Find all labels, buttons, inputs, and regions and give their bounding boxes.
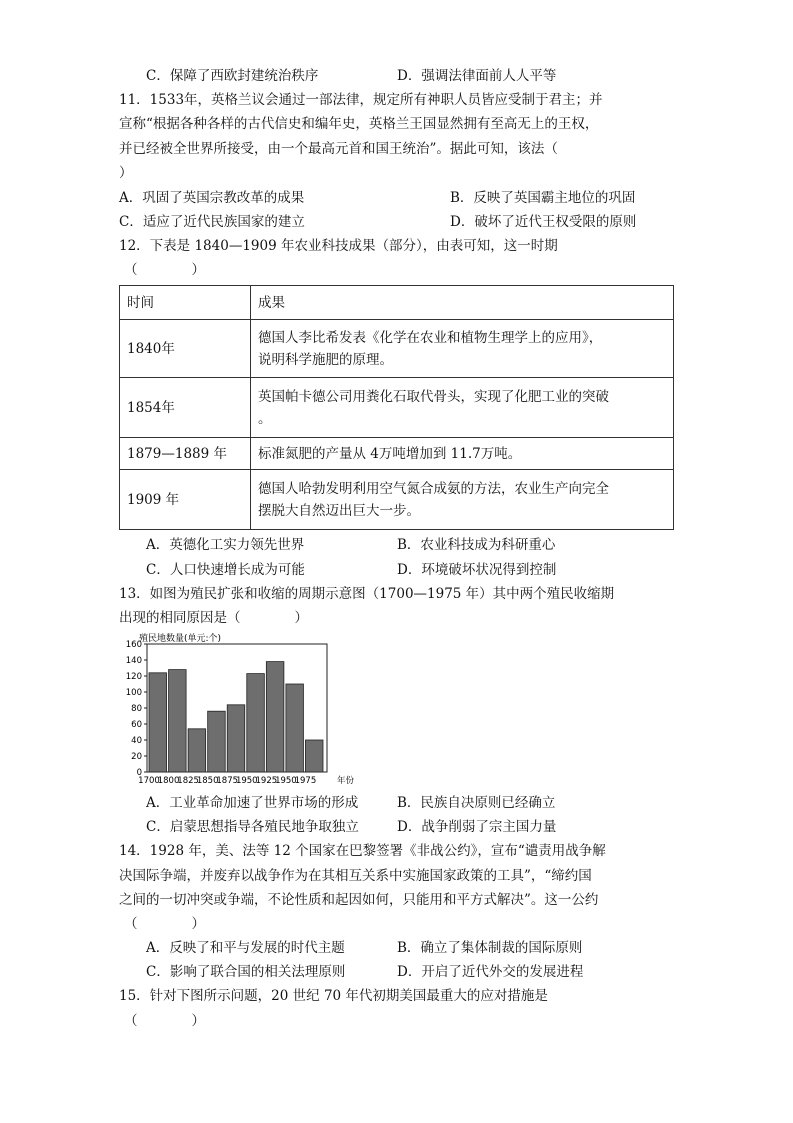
result-line: 。 xyxy=(258,410,272,427)
q11-option-d: D．破坏了近代王权受限的原则 xyxy=(450,214,637,230)
table-cell-result xyxy=(251,378,674,438)
chart-bar xyxy=(266,662,284,772)
x-tick-label: 1825 xyxy=(177,776,199,786)
result-line: 说明科学施肥的原理。 xyxy=(258,351,393,368)
y-tick-label: 100 xyxy=(125,688,142,698)
table-cell-result: 标准氮肥的产量从 4万吨增加到 11.7万吨。 xyxy=(251,438,674,470)
result-line: 英国帕卡德公司用粪化石取代骨头，实现了化肥工业的突破 xyxy=(258,388,609,405)
table-header-time: 时间 xyxy=(120,286,251,320)
q14-option-d: D．开启了近代外交的发展进程 xyxy=(397,964,584,980)
x-tick-label: 1950 xyxy=(235,776,258,786)
table-row xyxy=(120,320,674,378)
q12-option-b: B．农业科技成为科研重心 xyxy=(397,537,556,553)
y-tick-label: 20 xyxy=(131,752,142,762)
table-cell-time: 1909 年 xyxy=(120,470,251,530)
q11-option-c: C．适应了近代民族国家的建立 xyxy=(119,214,305,230)
result-line: 摆脱大自然迈出巨大一步。 xyxy=(258,502,420,519)
q13-stem-line2: 出现的相同原因是（ ） xyxy=(119,610,308,626)
x-tick-label: 1875 xyxy=(216,776,239,786)
x-tick-label: 1975 xyxy=(294,776,317,786)
q15-stem-line2: （ ） xyxy=(124,1013,205,1029)
q12-stem-line1: 12．下表是 1840—1909 年农业科技成果（部分），由表可知，这一时期 xyxy=(119,238,558,254)
q10-option-c: C．保障了西欧封建统治秩序 xyxy=(146,68,319,84)
q14-option-c: C．影响了联合国的相关法理原则 xyxy=(146,964,346,980)
table-cell-time: 1854年 xyxy=(120,378,251,438)
table-header-result: 成果 xyxy=(251,286,674,320)
q11-stem-line2: 宣称“根据各种各样的古代信史和编年史，英格兰王国显然拥有至高无上的王权， xyxy=(119,116,599,132)
q14-stem-line4: （ ） xyxy=(124,916,205,932)
y-tick-label: 40 xyxy=(131,736,142,746)
x-tick-label: 1950 xyxy=(275,776,297,786)
chart-xlabel: 年份 xyxy=(337,776,355,786)
chart-bar xyxy=(188,729,206,772)
q12-stem-line2: （ ） xyxy=(124,262,205,278)
y-tick-label: 120 xyxy=(125,672,142,682)
table-row xyxy=(120,438,674,470)
y-tick-label: 60 xyxy=(131,720,142,730)
q14-option-a: A．反映了和平与发展的时代主题 xyxy=(146,940,345,956)
table-cell-time: 1879—1889 年 xyxy=(120,438,251,470)
q13-option-c: C．启蒙思想指导各殖民地争取独立 xyxy=(146,819,359,835)
y-tick-label: 80 xyxy=(131,704,142,714)
y-tick-label: 0 xyxy=(136,768,142,778)
table-cell-result xyxy=(251,320,674,378)
colony-count-chart xyxy=(119,632,355,787)
chart-bar xyxy=(286,684,304,772)
chart-bar xyxy=(169,670,187,772)
q13-option-a: A．工业革命加速了世界市场的形成 xyxy=(146,795,359,811)
result-line: 德国人哈勃发明利用空气氮合成氨的方法，农业生产向完全 xyxy=(258,480,609,497)
q11-stem-line1: 11．1533年，英格兰议会通过一部法律，规定所有神职人员皆应受制于君主；并 xyxy=(119,92,603,108)
table-cell-time: 1840年 xyxy=(120,320,251,378)
x-tick-label: 1925 xyxy=(255,776,278,786)
table-cell-result xyxy=(251,470,674,530)
q11-stem-line3: 并已经被全世界所接受，由一个最高元首和国王统治”。据此可知，该法（ xyxy=(119,141,558,157)
q13-option-d: D．战争削弱了宗主国力量 xyxy=(397,819,557,835)
q12-option-d: D．环境破坏状况得到控制 xyxy=(397,562,557,578)
q11-option-a: A．巩固了英国宗教改革的成果 xyxy=(119,190,305,206)
q11-option-b: B．反映了英国霸主地位的巩固 xyxy=(450,190,636,206)
x-tick-label: 1850 xyxy=(196,776,219,786)
q14-stem-line1: 14．1928 年，美、法等 12 个国家在巴黎签署《非战公约》，宣布“谴责用战争解 xyxy=(119,843,606,859)
chart-bar xyxy=(208,711,226,772)
x-tick-label: 1700 xyxy=(138,776,160,786)
q12-option-a: A．英德化工实力领先世界 xyxy=(146,537,305,553)
q11-stem-line4: ） xyxy=(119,165,133,181)
chart-bar xyxy=(247,674,265,772)
chart-bar xyxy=(305,740,323,772)
q12-table xyxy=(119,285,674,530)
q12-option-c: C．人口快速增长成为可能 xyxy=(146,562,305,578)
q14-option-b: B．确立了集体制裁的国际原则 xyxy=(397,940,583,956)
chart-ylabel: 殖民地数量(单元:个) xyxy=(139,634,222,644)
chart-bar xyxy=(227,705,245,772)
table-row xyxy=(120,378,674,438)
y-tick-label: 140 xyxy=(125,656,142,666)
q14-stem-line2: 决国际争端，并废弃以战争作为在其相互关系中实施国家政策的工具”，“缔约国 xyxy=(119,868,592,884)
result-line: 德国人李比希发表《化学在农业和植物生理学上的应用》， xyxy=(258,329,603,346)
q15-stem-line1: 15．针对下图所示问题，20 世纪 70 年代初期美国最重大的应对措施是 xyxy=(119,988,548,1004)
y-tick-label: 160 xyxy=(125,640,142,650)
q13-stem-line1: 13．如图为殖民扩张和收缩的周期示意图（1700—1975 年）其中两个殖民收缩期 xyxy=(119,586,615,602)
chart-bar xyxy=(149,673,167,772)
x-tick-label: 1800 xyxy=(157,776,180,786)
q14-stem-line3: 之间的一切冲突或争端，不论性质和起因如何，只能用和平方式解决”。这一公约 xyxy=(119,892,599,908)
q10-option-d: D．强调法律面前人人平等 xyxy=(397,68,557,84)
q13-option-b: B．民族自决原则已经确立 xyxy=(397,795,556,811)
table-row xyxy=(120,470,674,530)
